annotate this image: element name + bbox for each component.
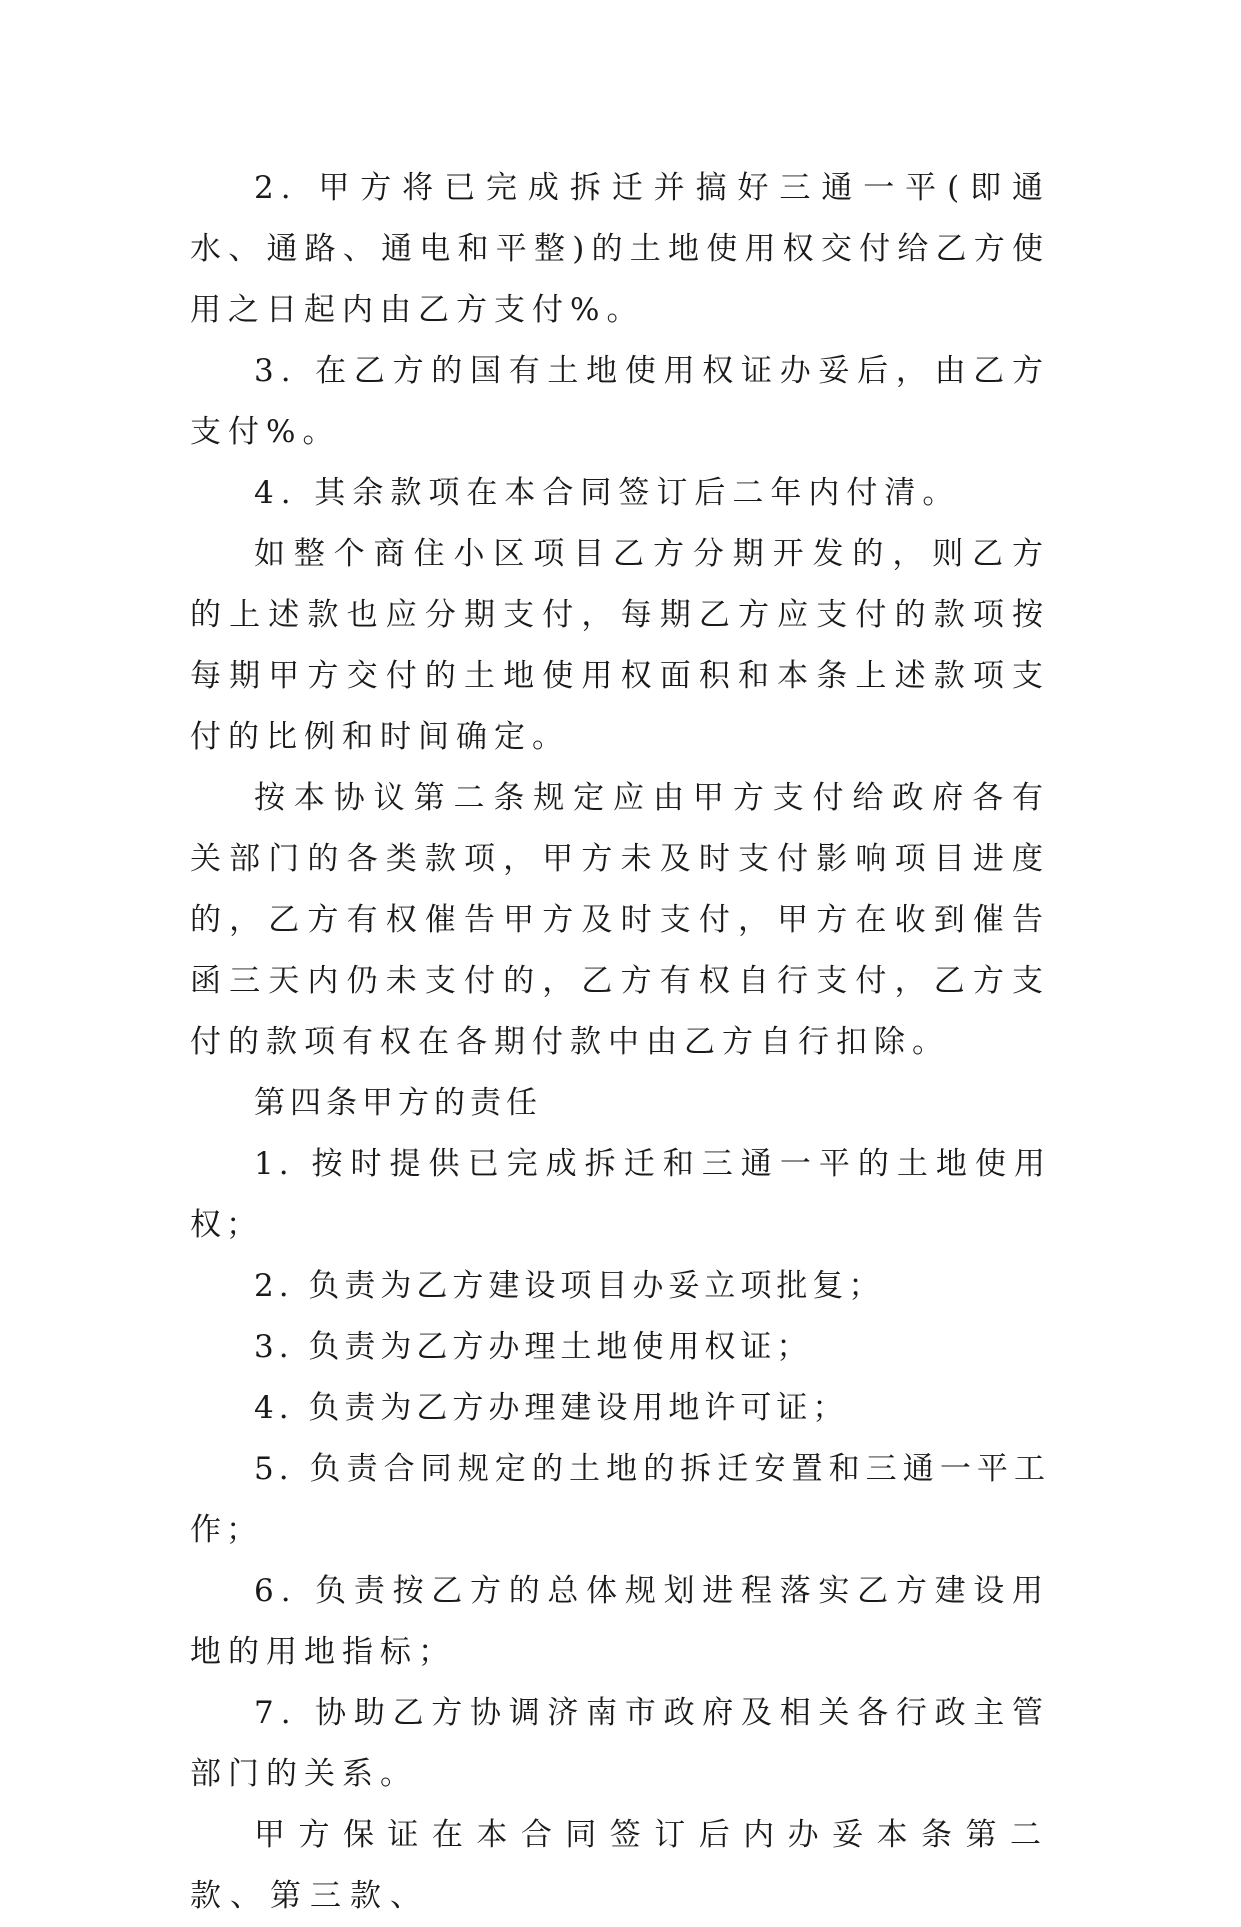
- duty-item-7: 7. 协助乙方协调济南市政府及相关各行政主管部门的关系。: [190, 1695, 1050, 1792]
- paragraph-payment-3: 3. 在乙方的国有土地使用权证办妥后，由乙方支付%。: [190, 353, 1050, 450]
- duty-item-2: 2. 负责为乙方建设项目办妥立项批复；: [254, 1268, 885, 1304]
- paragraph-payment-2: 2. 甲方将已完成拆迁并搞好三通一平(即通水、通路、通电和平整)的土地使用权交付给乙方使用之日起内由乙方支付%。: [190, 170, 1050, 328]
- duty-item-5: 5. 负责合同规定的土地的拆迁安置和三通一平工作；: [190, 1451, 1050, 1548]
- paragraph-government-fees: 按本协议第二条规定应由甲方支付给政府各有关部门的各类款项，甲方未及时支付影响项目进度的，乙方有权催告甲方及时支付，甲方在收到催告函三天内仍未支付的，乙方有权自行支付，乙方支付的款项有权在各期付款中由乙方自行扣除。: [190, 780, 1050, 1060]
- paragraph-payment-4: 4. 其余款项在本合同签订后二年内付清。: [254, 475, 961, 511]
- document-body: [190, 158, 1050, 1927]
- duty-item-1: 1. 按时提供已完成拆迁和三通一平的土地使用权；: [190, 1146, 1050, 1243]
- duty-item-4: 4. 负责为乙方办理建设用地许可证；: [254, 1390, 849, 1426]
- paragraph-installment: 如整个商住小区项目乙方分期开发的，则乙方的上述款也应分期支付，每期乙方应支付的款项按每期甲方交付的土地使用权面积和本条上述款项支付的比例和时间确定。: [190, 536, 1050, 755]
- paragraph-guarantee: 甲方保证在本合同签订后内办妥本条第二款、第三款、: [190, 1817, 1050, 1914]
- duty-item-3: 3. 负责为乙方办理土地使用权证；: [254, 1329, 813, 1365]
- section-heading-article-4: 第四条甲方的责任: [254, 1085, 542, 1121]
- duty-item-6: 6. 负责按乙方的总体规划进程落实乙方建设用地的用地指标；: [190, 1573, 1050, 1670]
